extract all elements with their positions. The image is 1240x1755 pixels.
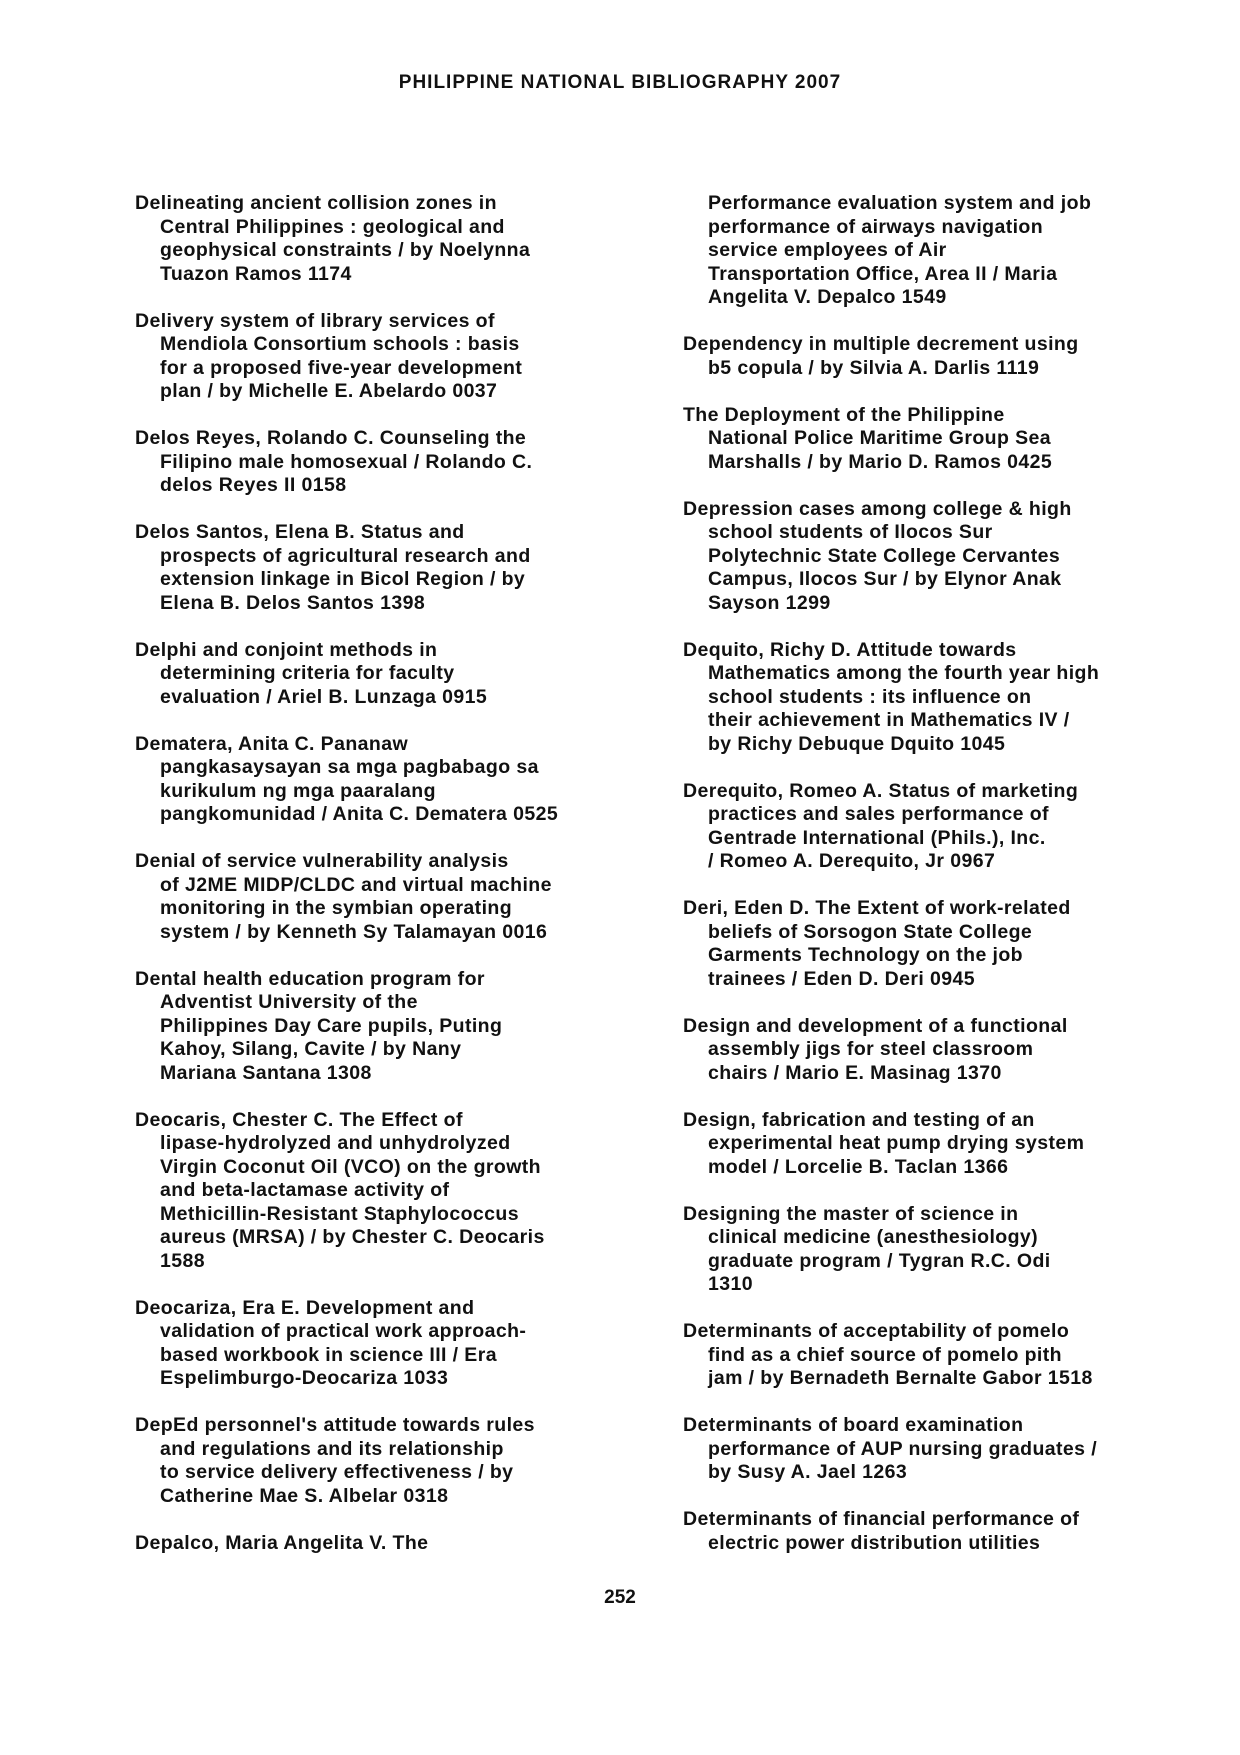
bibliography-entry: Delos Santos, Elena B. Status and prospects of agricultural research and extension linkage in Bicol Region / by Elena B. Delos Santos 1398 xyxy=(135,521,531,614)
bibliography-entry: Delineating ancient collision zones in Central Philippines : geological and geophysical constraints / by Noelynna Tuazon Ramos 1174 xyxy=(135,192,531,285)
bibliography-entry: Design and development of a functional assembly jigs for steel classroom chairs / Mario E. Masinag 1370 xyxy=(683,1014,1068,1084)
bibliography-entry: Dequito, Richy D. Attitude towards Mathematics among the fourth year high school students : its influence on their achievement in Mathematics IV / by Richy Debuque Dquito 1045 xyxy=(683,638,1100,755)
bibliography-entry: Deocariza, Era E. Development and validation of practical work approach- based workbook in science III / Era Espelimburgo-Deocariza 1033 xyxy=(135,1296,527,1389)
bibliography-entry: Dependency in multiple decrement using b5 copula / by Silvia A. Darlis 1119 xyxy=(683,333,1079,379)
bibliography-entry: Denial of service vulnerability analysis of J2ME MIDP/CLDC and virtual machine monitoring in the symbian operating system / by Kenneth Sy Talamayan 0016 xyxy=(135,850,552,943)
bibliography-entry: Determinants of acceptability of pomelo find as a chief source of pomelo pith jam / by Bernadeth Bernalte Gabor 1518 xyxy=(683,1320,1093,1389)
bibliography-entry: Dental health education program for Adventist University of the Philippines Day Care pupils, Puting Kahoy, Silang, Cavite / by Nany Mariana Santana 1308 xyxy=(135,967,503,1084)
bibliography-entry: Dematera, Anita C. Pananaw pangkasaysayan sa mga pagbabago sa kurikulum ng mga paaralang pangkomunidad / Anita C. Dematera 0525 xyxy=(135,732,559,825)
left-column xyxy=(135,192,635,1579)
bibliography-entry: Delphi and conjoint methods in determining criteria for faculty evaluation / Ariel B. Lunzaga 0915 xyxy=(135,638,488,708)
right-column xyxy=(683,192,1183,1579)
bibliography-entry: Delos Reyes, Rolando C. Counseling the Filipino male homosexual / Rolando C. delos Reyes II 0158 xyxy=(135,427,533,496)
bibliography-entry: Derequito, Romeo A. Status of marketing practices and sales performance of Gentrade International (Phils.), Inc. / Romeo A. Derequito, Jr 0967 xyxy=(683,779,1079,872)
page-header: PHILIPPINE NATIONAL BIBLIOGRAPHY 2007 xyxy=(398,72,842,93)
page-number: 252 xyxy=(604,1587,636,1608)
bibliography-entry: Deocaris, Chester C. The Effect of lipase-hydrolyzed and unhydrolyzed Virgin Coconut Oil (VCO) on the growth and beta-lactamase activity of Methicillin-Resistant Staphylococcus aureus (MRSA) / by Chester C. Deocaris 1588 xyxy=(135,1108,545,1272)
bibliography-entry: Designing the master of science in clinical medicine (anesthesiology) graduate program / Tygran R.C. Odi 1310 xyxy=(683,1202,1051,1295)
bibliography-entry: Delivery system of library services of Mendiola Consortium schools : basis for a proposed five-year development plan / by Michelle E. Abelardo 0037 xyxy=(135,309,523,402)
bibliography-entry: DepEd personnel's attitude towards rules and regulations and its relationship to service delivery effectiveness / by Catherine Mae S. Albelar 0318 xyxy=(135,1414,535,1507)
bibliography-entry: The Deployment of the Philippine National Police Maritime Group Sea Marshalls / by Mario D. Ramos 0425 xyxy=(683,403,1053,473)
bibliography-entry: Determinants of board examination performance of AUP nursing graduates / by Susy A. Jael 1263 xyxy=(683,1414,1098,1483)
bibliography-entry: Depalco, Maria Angelita V. The xyxy=(135,1531,429,1554)
bibliography-entry-continuation: Performance evaluation system and job performance of airways navigation service employees of Air Transportation Office, Area II / Maria Angelita V. Depalco 1549 xyxy=(708,192,1092,308)
bibliography-entry: Depression cases among college & high school students of Ilocos Sur Polytechnic State College Cervantes Campus, Ilocos Sur / by Elynor Anak Sayson 1299 xyxy=(683,497,1072,614)
bibliography-entry: Design, fabrication and testing of an experimental heat pump drying system model / Lorcelie B. Taclan 1366 xyxy=(683,1108,1085,1178)
bibliography-entry: Deri, Eden D. The Extent of work-related beliefs of Sorsogon State College Garments Technology on the job trainees / Eden D. Deri 0945 xyxy=(683,897,1071,990)
bibliography-entry: Determinants of financial performance of electric power distribution utilities xyxy=(683,1508,1080,1554)
